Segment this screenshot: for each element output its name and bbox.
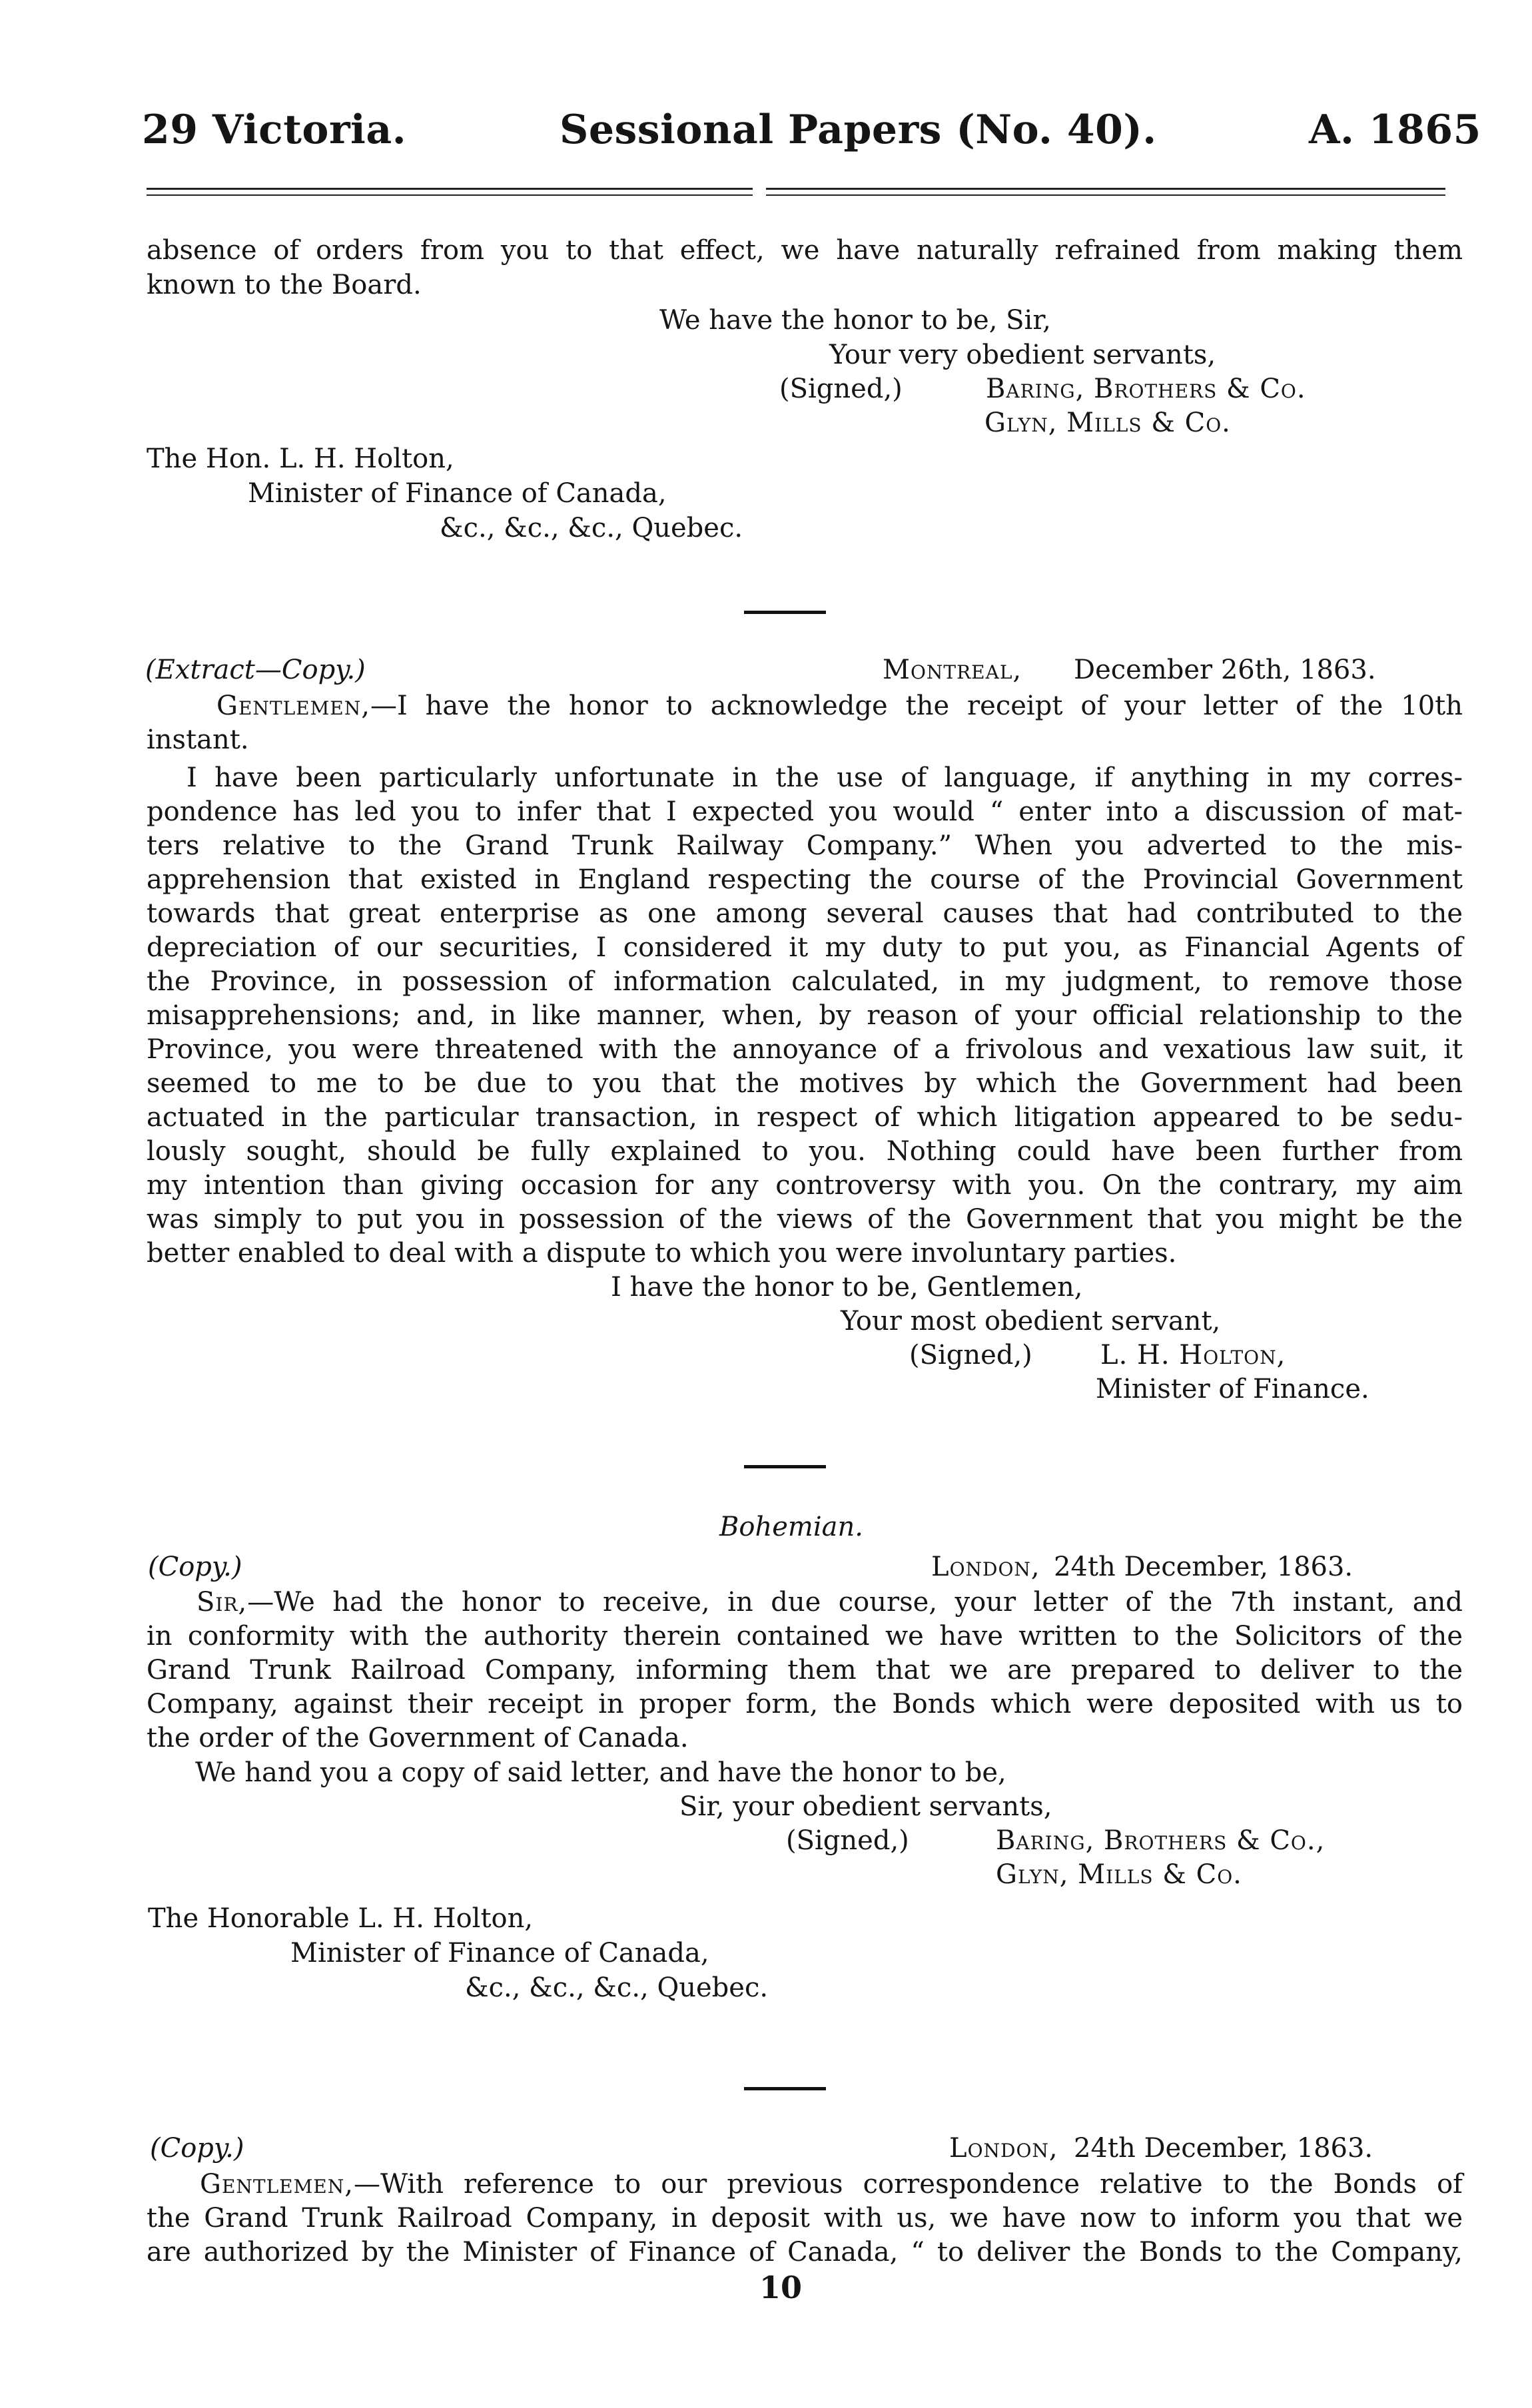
body-line: I have been particularly unfortunate in the use of language, if anything in my corres-	[187, 762, 1463, 793]
signed-label: (Signed,)	[909, 1340, 1032, 1370]
header-rule	[147, 194, 753, 196]
addressee: Minister of Finance of Canada,	[290, 1938, 709, 1968]
body-line: the Grand Trunk Railroad Company, in deposit with us, we have now to inform you that we	[147, 2203, 1463, 2234]
body-line: pondence has led you to infer that I expected you would “ enter into a discussion of mat-	[147, 796, 1463, 827]
body-line: in conformity with the authority therein contained we have written to the Solicitors of the	[147, 1621, 1463, 1652]
letter-tag: (Copy.)	[148, 1552, 242, 1582]
body-line: ters relative to the Grand Trunk Railway Company.” When you adverted to the mis-	[147, 830, 1463, 861]
closing-line: I have the honor to be, Gentlemen,	[611, 1272, 1083, 1303]
addressee: &c., &c., &c., Quebec.	[440, 513, 743, 543]
body-line: are authorized by the Minister of Finance of Canada, “ to deliver the Bonds to the Company,	[147, 2237, 1463, 2267]
body-line: actuated in the particular transaction, in respect of which litigation appeared to be sedu-	[147, 1102, 1463, 1133]
body-line: misapprehensions; and, in like manner, when, by reason of your official relationship to the	[147, 1000, 1463, 1031]
date: 24th December, 1863.	[1054, 1552, 1353, 1582]
addressee: Minister of Finance of Canada,	[248, 478, 667, 509]
section-divider	[744, 2087, 826, 2090]
body-line: depreciation of our securities, I considered it my duty to put you, as Financial Agents of	[147, 932, 1463, 963]
addressee: The Hon. L. H. Holton,	[147, 444, 454, 474]
body-line: the order of the Government of Canada.	[147, 1723, 689, 1753]
body-line: Province, you were threatened with the annoyance of a frivolous and vexatious law suit, it	[147, 1034, 1463, 1065]
body-line: lously sought, should be fully explained to you. Nothing could have been further from	[147, 1136, 1463, 1167]
addressee: &c., &c., &c., Quebec.	[465, 1972, 769, 2003]
addressee: The Honorable L. H. Holton,	[148, 1903, 534, 1934]
header-rule	[766, 194, 1445, 196]
signatory-title: Minister of Finance.	[1096, 1374, 1369, 1404]
date: 24th December, 1863.	[1074, 2133, 1373, 2164]
body-line: better enabled to deal with a dispute to which you were involuntary parties.	[147, 1238, 1177, 1269]
page-number: 10	[759, 2269, 803, 2305]
signed-label: (Signed,)	[786, 1825, 909, 1856]
signatory: L. H. Holton,	[1100, 1340, 1286, 1370]
closing-line: Your very obedient servants,	[829, 340, 1216, 370]
signed-label: (Signed,)	[779, 374, 903, 404]
date: December 26th, 1863.	[1074, 655, 1376, 685]
closing-line: We have the honor to be, Sir,	[659, 305, 1051, 336]
body-line: instant.	[147, 725, 249, 755]
body-line: my intention than giving occasion for any controversy with you. On the contrary, my aim	[147, 1170, 1463, 1201]
signatory: Baring, Brothers & Co.	[986, 374, 1306, 404]
place: London,	[949, 2133, 1058, 2164]
body-line	[147, 1586, 1463, 1618]
letter-tag: (Copy.)	[150, 2133, 244, 2164]
body-line	[147, 2168, 1463, 2200]
place: London,	[931, 1552, 1040, 1582]
signatory: Glyn, Mills & Co.	[984, 408, 1231, 438]
body-line: seemed to me to be due to you that the motives by which the Government had been	[147, 1068, 1463, 1099]
header-session: 29 Victoria.	[142, 107, 407, 153]
body-line	[147, 690, 1463, 722]
signatory: Baring, Brothers & Co.,	[996, 1825, 1326, 1856]
closing-line: Your most obedient servant,	[841, 1306, 1221, 1337]
salutation: Sir,	[196, 1587, 248, 1618]
section-divider	[744, 611, 826, 614]
closing-line: Sir, your obedient servants,	[679, 1791, 1052, 1822]
body-text: —With reference to our previous correspondence relative to the Bonds of	[353, 2169, 1463, 2200]
body-line: Grand Trunk Railroad Company, informing them that we are prepared to deliver to the	[147, 1655, 1463, 1685]
body-line: We hand you a copy of said letter, and have the honor to be,	[195, 1757, 1006, 1788]
body-text: —We had the honor to receive, in due course, your letter of the 7th instant, and	[247, 1587, 1463, 1618]
body-text: —I have the honor to acknowledge the receipt of your letter of the 10th	[370, 691, 1463, 721]
salutation: Gentlemen,	[216, 691, 370, 721]
header-title: Sessional Papers (No. 40).	[560, 107, 1157, 153]
salutation: Gentlemen,	[200, 2169, 354, 2200]
header-rule	[147, 188, 753, 190]
body-line: absence of orders from you to that effect, we have naturally refrained from making them	[147, 235, 1463, 266]
body-line: towards that great enterprise as one among several causes that had contributed to the	[147, 898, 1463, 929]
letter-tag: (Extract—Copy.)	[145, 655, 366, 685]
section-heading: Bohemian.	[719, 1512, 863, 1542]
body-line: was simply to put you in possession of the views of the Government that you might be the	[147, 1204, 1463, 1235]
place: Montreal,	[883, 655, 1022, 685]
signatory: Glyn, Mills & Co.	[996, 1859, 1242, 1890]
section-divider	[744, 1465, 826, 1468]
body-line: the Province, in possession of information calculated, in my judgment, to remove those	[147, 966, 1463, 997]
body-line: Company, against their receipt in proper form, the Bonds which were deposited with us to	[147, 1689, 1463, 1719]
body-line: apprehension that existed in England respecting the course of the Provincial Government	[147, 864, 1463, 895]
header-year: A. 1865	[1309, 107, 1481, 153]
body-line: known to the Board.	[147, 270, 422, 300]
header-rule	[766, 188, 1445, 190]
